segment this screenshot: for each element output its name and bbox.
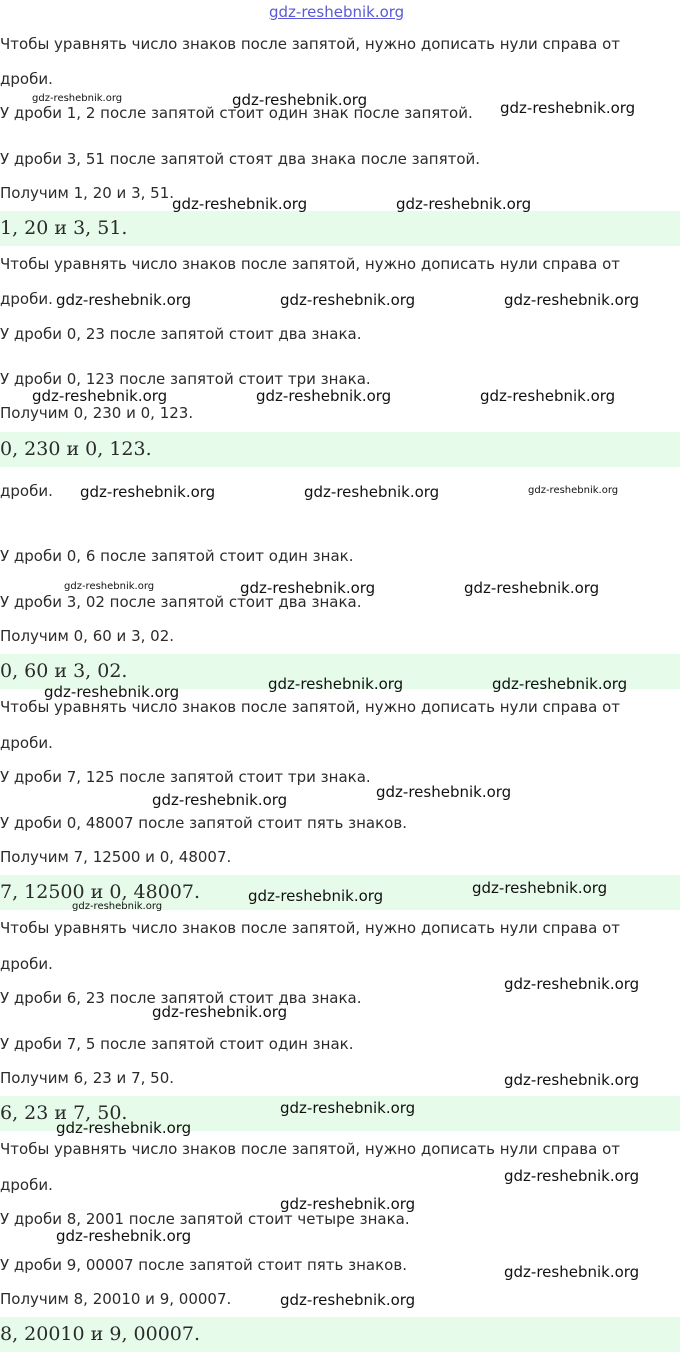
answer-highlight: 0, 60 и 3, 02.: [0, 654, 680, 689]
watermark: gdz-reshebnik.org: [280, 1291, 416, 1309]
explanation-line: У дроби 3, 51 после запятой стоят два знака после запятой.: [0, 150, 481, 168]
watermark: gdz-reshebnik.org: [304, 483, 440, 501]
explanation-line: У дроби 7, 125 после запятой стоит три знака.: [0, 768, 371, 786]
watermark: gdz-reshebnik.org: [464, 579, 600, 597]
watermark: gdz-reshebnik.org: [396, 195, 532, 213]
watermark: gdz-reshebnik.org: [72, 901, 163, 912]
explanation-line: У дроби 0, 23 после запятой стоит два знака.: [0, 325, 362, 343]
watermark: gdz-reshebnik.org: [492, 675, 628, 693]
watermark: gdz-reshebnik.org: [280, 1099, 416, 1117]
explanation-line: У дроби 0, 48007 после запятой стоит пять знаков.: [0, 814, 407, 832]
explanation-line: Чтобы уравнять число знаков после запятой, нужно дописать нули справа от: [0, 35, 621, 53]
watermark: gdz-reshebnik.org: [80, 483, 216, 501]
watermark: gdz-reshebnik.org: [504, 1167, 640, 1185]
watermark: gdz-reshebnik.org: [56, 1119, 192, 1137]
explanation-line: Чтобы уравнять число знаков после запятой, нужно дописать нули справа от: [0, 919, 621, 937]
watermark: gdz-reshebnik.org: [504, 1263, 640, 1281]
answer-highlight: 6, 23 и 7, 50.: [0, 1096, 680, 1131]
watermark: gdz-reshebnik.org: [32, 387, 168, 405]
watermark: gdz-reshebnik.org: [504, 975, 640, 993]
answer-highlight: 8, 20010 и 9, 00007.: [0, 1317, 680, 1352]
explanation-line: У дроби 3, 02 после запятой стоит два знака.: [0, 593, 362, 611]
watermark: gdz-reshebnik.org: [280, 1195, 416, 1213]
explanation-line: У дроби 0, 123 после запятой стоит три знака.: [0, 370, 371, 388]
explanation-line: Получим 8, 20010 и 9, 00007.: [0, 1290, 232, 1308]
watermark: gdz-reshebnik.org: [268, 675, 404, 693]
watermark: gdz-reshebnik.org: [232, 91, 368, 109]
explanation-line: Чтобы уравнять число знаков после запятой, нужно дописать нули справа от: [0, 255, 621, 273]
watermark: gdz-reshebnik.org: [32, 93, 123, 104]
watermark: gdz-reshebnik.org: [56, 291, 192, 309]
watermark: gdz-reshebnik.org: [64, 581, 155, 592]
watermark: gdz-reshebnik.org: [240, 579, 376, 597]
answer-highlight: 1, 20 и 3, 51.: [0, 211, 680, 246]
watermark: gdz-reshebnik.org: [152, 791, 288, 809]
explanation-line: У дроби 7, 5 после запятой стоит один знак.: [0, 1035, 354, 1053]
watermark: gdz-reshebnik.org: [248, 887, 384, 905]
explanation-line: дроби.: [0, 482, 53, 500]
explanation-line: дроби.: [0, 734, 53, 752]
watermark: gdz-reshebnik.org: [480, 387, 616, 405]
answer-highlight: 7, 12500 и 0, 48007.: [0, 875, 680, 910]
explanation-line: Получим 1, 20 и 3, 51.: [0, 184, 175, 202]
explanation-line: У дроби 8, 2001 после запятой стоит четыре знака.: [0, 1210, 410, 1228]
explanation-line: дроби.: [0, 955, 53, 973]
watermark: gdz-reshebnik.org: [172, 195, 308, 213]
explanation-line: У дроби 1, 2 после запятой стоит один знак после запятой.: [0, 104, 473, 122]
watermark: gdz-reshebnik.org: [152, 1003, 288, 1021]
explanation-line: дроби.: [0, 1176, 53, 1194]
explanation-line: дроби.: [0, 70, 53, 88]
explanation-line: Чтобы уравнять число знаков после запятой, нужно дописать нули справа от: [0, 1140, 621, 1158]
watermark: gdz-reshebnik.org: [504, 1071, 640, 1089]
explanation-line: Получим 0, 60 и 3, 02.: [0, 627, 175, 645]
watermark: gdz-reshebnik.org: [504, 291, 640, 309]
explanation-line: Получим 0, 230 и 0, 123.: [0, 404, 194, 422]
watermark: gdz-reshebnik.org: [500, 99, 636, 117]
watermark: gdz-reshebnik.org: [376, 783, 512, 801]
watermark: gdz-reshebnik.org: [528, 485, 619, 496]
watermark: gdz-reshebnik.org: [280, 291, 416, 309]
explanation-line: дроби.: [0, 290, 53, 308]
explanation-line: Получим 7, 12500 и 0, 48007.: [0, 848, 232, 866]
watermark: gdz-reshebnik.org: [44, 683, 180, 701]
explanation-line: Чтобы уравнять число знаков после запятой, нужно дописать нули справа от: [0, 698, 621, 716]
explanation-line: Получим 6, 23 и 7, 50.: [0, 1069, 175, 1087]
explanation-line: У дроби 6, 23 после запятой стоит два знака.: [0, 989, 362, 1007]
site-link[interactable]: gdz-reshebnik.org: [269, 3, 405, 21]
watermark: gdz-reshebnik.org: [472, 879, 608, 897]
watermark: gdz-reshebnik.org: [256, 387, 392, 405]
explanation-line: У дроби 0, 6 после запятой стоит один знак.: [0, 547, 354, 565]
answer-highlight: 0, 230 и 0, 123.: [0, 432, 680, 467]
explanation-line: У дроби 9, 00007 после запятой стоит пять знаков.: [0, 1256, 407, 1274]
watermark: gdz-reshebnik.org: [56, 1227, 192, 1245]
